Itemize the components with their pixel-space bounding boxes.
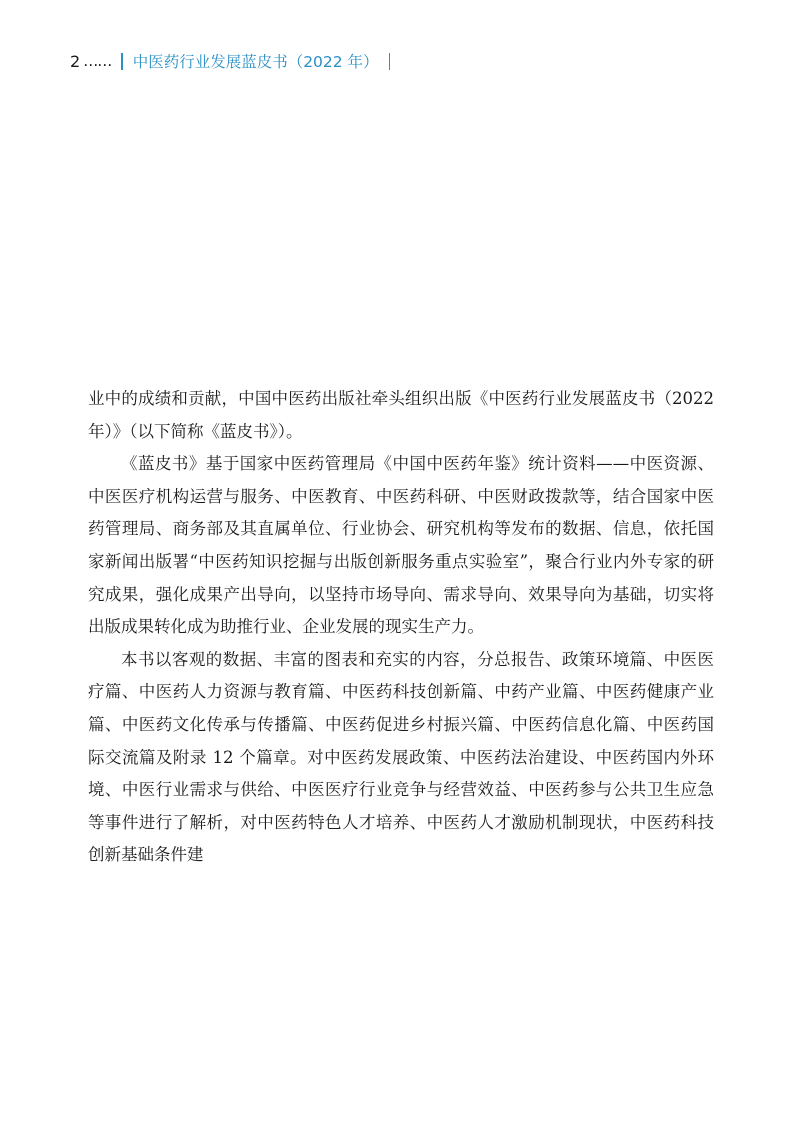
paragraph: 本书以客观的数据、丰富的图表和充实的内容，分总报告、政策环境篇、中医医疗篇、中医药人力资源与教育篇、中医药科技创新篇、中药产业篇、中医药健康产业篇、中医药文化传承与传播篇、中医药促进乡村振兴篇、中医药信息化篇、中医药国际交流篇及附录 12 个篇章。对中医药发展政策、中医药法治建设、中医药国内外环境、中医行业需求与供给、中医医疗行业竞争与经营效益、中医药参与公共卫生应急等事件进行了解析，对中医药特色人才培养、中医药人才激励机制现状，中医药科技创新基础条件建 bbox=[88, 649, 714, 865]
header-dots: …… bbox=[83, 52, 112, 70]
paragraph: 《蓝皮书》基于国家中医药管理局《中国中医药年鉴》统计资料——中医资源、中医医疗机构运营与服务、中医教育、中医药科研、中医财政拨款等，结合国家中医药管理局、商务部及其直属单位、行业协会、研究机构等发布的数据、信息，依托国家新闻出版署“中医药知识挖掘与出版创新服务重点实验室”，聚合行业内外专家的研究成果，强化成果产出导向，以坚持市场导向、需求导向、效果导向为基础，切实将出版成果转化成为助推行业、企业发展的现实生产力。 bbox=[88, 454, 714, 637]
body-text bbox=[88, 383, 714, 872]
header-divider-left bbox=[121, 53, 123, 70]
book-title: 中医药行业发展蓝皮书（2022 年） bbox=[132, 53, 379, 71]
header-divider-right bbox=[389, 53, 391, 70]
paragraph-continuation: 业中的成绩和贡献，中国中医药出版社牵头组织出版《中医药行业发展蓝皮书（2022 年）》（以下简称《蓝皮书》）。 bbox=[88, 389, 714, 441]
running-header bbox=[70, 48, 400, 74]
page-number: 2 bbox=[70, 51, 81, 71]
